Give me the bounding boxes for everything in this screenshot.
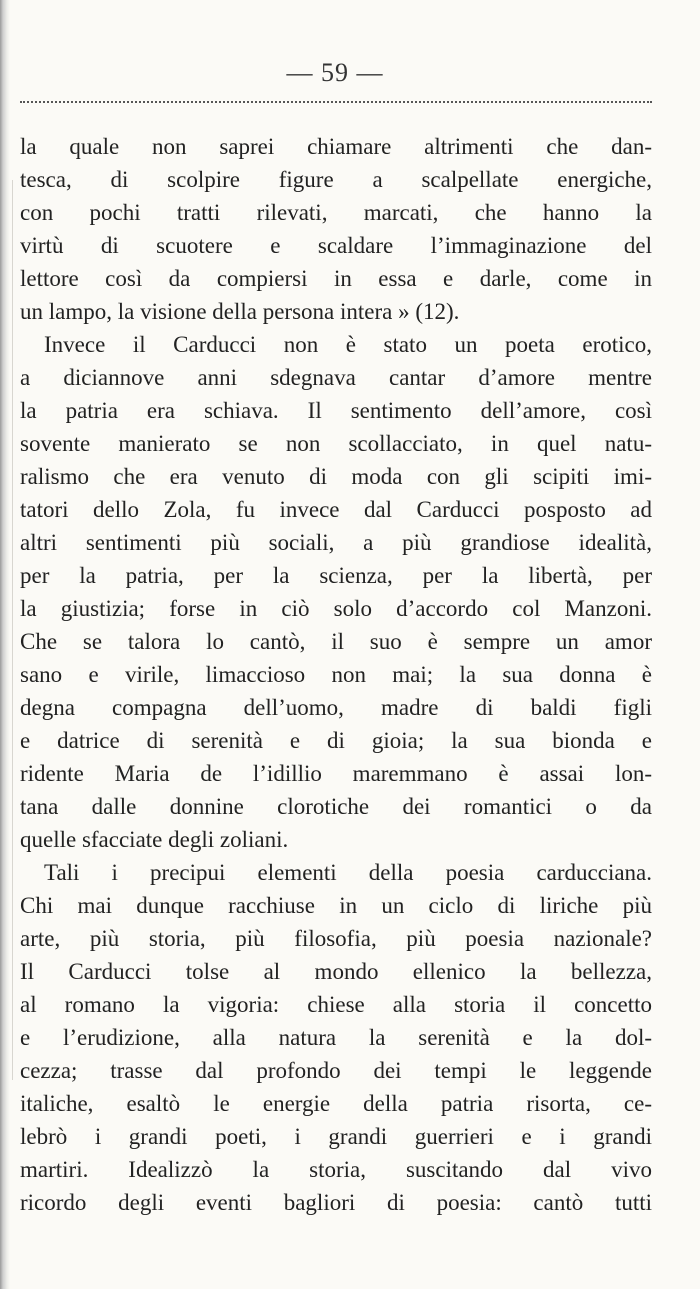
- header-dotted-rule: [20, 101, 652, 103]
- text-line: e datrice di serenità e di gioia; la sua bionda e: [20, 728, 652, 753]
- text-line: sovente manierato se non scollacciato, in quel natu-: [20, 431, 652, 456]
- text-line: la quale non saprei chiamare altrimenti che dan-: [20, 134, 652, 159]
- text-line: ridente Maria de l’idillio maremmano è assai lon-: [20, 761, 652, 786]
- text-line: ralismo che era venuto di moda con gli scipiti imi-: [20, 464, 652, 489]
- text-line: altri sentimenti più sociali, a più grandiose idealità,: [20, 530, 652, 555]
- text-line: Chi mai dunque racchiuse in un ciclo di liriche più: [20, 893, 652, 918]
- text-line: ricordo degli eventi bagliori di poesia: cantò tutti: [20, 1190, 652, 1215]
- text-line: tesca, di scolpire figure a scalpellate energiche,: [20, 167, 652, 192]
- text-line: con pochi tratti rilevati, marcati, che hanno la: [20, 200, 652, 225]
- text-line: virtù di scuotere e scaldare l’immaginazione del: [20, 233, 652, 258]
- text-line: arte, più storia, più filosofia, più poesia nazionale?: [20, 926, 652, 951]
- text-line: martiri. Idealizzò la storia, suscitando dal vivo: [20, 1157, 652, 1182]
- page-spine-line: [12, 180, 13, 1080]
- text-line: degna compagna dell’uomo, madre di baldi figli: [20, 695, 652, 720]
- text-line: Tali i precipui elementi della poesia carducciana.: [44, 860, 652, 885]
- page-spine-shadow: [0, 0, 10, 1289]
- text-line: tatori dello Zola, fu invece dal Carducci posposto ad: [20, 497, 652, 522]
- text-line: e l’erudizione, alla natura la serenità e la dol-: [20, 1025, 652, 1050]
- text-line: a diciannove anni sdegnava cantar d’amore mentre: [20, 365, 652, 390]
- text-line: Che se talora lo cantò, il suo è sempre un amor: [20, 629, 652, 654]
- text-line: italiche, esaltò le energie della patria risorta, ce-: [20, 1091, 652, 1116]
- text-line: tana dalle donnine clorotiche dei romantici o da: [20, 794, 652, 819]
- text-line: lebrò i grandi poeti, i grandi guerrieri e i grandi: [20, 1124, 652, 1149]
- text-line: sano e virile, limaccioso non mai; la sua donna è: [20, 662, 652, 687]
- page-number-header: — 59 —: [286, 58, 384, 87]
- text-line: un lampo, la visione della persona intera » (12).: [20, 299, 460, 324]
- text-line: la giustizia; forse in ciò solo d’accordo col Manzoni.: [20, 596, 652, 621]
- text-line: quelle sfacciate degli zoliani.: [20, 827, 289, 852]
- text-line: per la patria, per la scienza, per la libertà, per: [20, 563, 652, 588]
- text-line: cezza; trasse dal profondo dei tempi le leggende: [20, 1058, 652, 1083]
- text-line: lettore così da compiersi in essa e darle, come in: [20, 266, 652, 291]
- body-text: [20, 130, 652, 1219]
- text-line: la patria era schiava. Il sentimento dell’amore, così: [20, 398, 652, 423]
- text-line: al romano la vigoria: chiese alla storia il concetto: [20, 992, 652, 1017]
- text-line: Il Carducci tolse al mondo ellenico la bellezza,: [20, 959, 652, 984]
- text-line: Invece il Carducci non è stato un poeta erotico,: [44, 332, 652, 357]
